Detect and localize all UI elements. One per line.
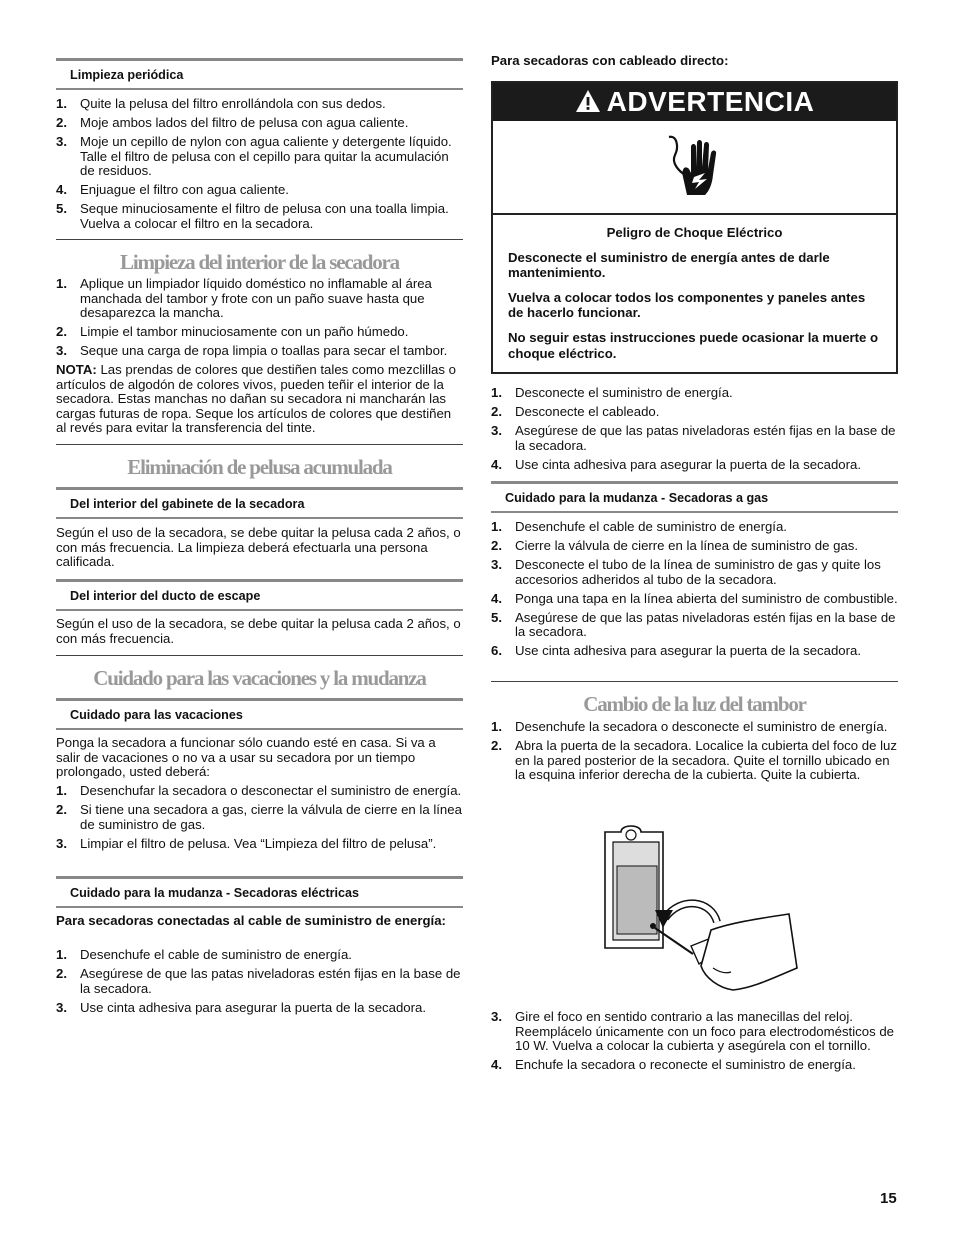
light-cover-illustration: [593, 818, 803, 998]
list-item-text: Asegúrese de que las patas niveladoras estén fijas en la base de la secadora.: [515, 422, 896, 453]
subheading-gabinete: Del interior del gabinete de la secadora: [56, 487, 463, 519]
list-item-number: 4.: [491, 456, 502, 472]
list-item: [56, 1001, 463, 1016]
list-item-text: Moje ambos lados del filtro de pelusa con agua caliente.: [80, 114, 409, 130]
list-luz-b: [491, 1010, 898, 1073]
list-item: [56, 135, 463, 179]
cable-title: Para secadoras conectadas al cable de suministro de energía:: [56, 913, 446, 928]
list-item-number: 2.: [491, 737, 502, 753]
list-item-text: Quite la pelusa del filtro enrollándola con sus dedos.: [80, 96, 386, 111]
list-item-text: Gire el foco en sentido contrario a las manecillas del reloj. Reemplácelo únicamente con un foco para electrodomésticos de 10 W. Vuelva a colocar la cubierta y asegúrela con el tornillo.: [515, 1009, 894, 1054]
list-luz-a: [491, 720, 898, 783]
paragraph-ducto: Según el uso de la secadora, se debe quitar la pelusa cada 2 años, o con más frecuencia.: [56, 616, 461, 646]
list-item-number: 5.: [56, 201, 67, 217]
list-item: [56, 202, 463, 231]
list-item-number: 6.: [491, 643, 502, 659]
list-item-number: 3.: [491, 422, 502, 438]
electric-shock-hand-icon: [665, 133, 725, 199]
list-item: [56, 948, 463, 963]
paragraph-gabinete: Según el uso de la secadora, se debe quitar la pelusa cada 2 años, o con más frecuencia. La limpieza deberá efectuarla una persona calificada.: [56, 525, 461, 570]
list-item-number: 2.: [491, 403, 502, 419]
list-item-text: Desenchufe el cable de suministro de energía.: [515, 519, 787, 534]
list-item: [491, 1058, 898, 1073]
list-item-text: Abra la puerta de la secadora. Localice la cubierta del foco de luz en la pared posterior de la secadora. Quite el tornillo ubicado en la esquina inferior derecha de la cubierta. Quite la cubierta.: [515, 737, 897, 783]
list-item-number: 3.: [491, 556, 502, 572]
subheading-mudanza-electricas: Cuidado para la mudanza - Secadoras eléctricas: [56, 876, 463, 908]
warning-box: [491, 81, 898, 374]
list-item: [491, 720, 898, 735]
list-item: [491, 1010, 898, 1054]
list-item: [491, 386, 898, 401]
warning-p1: Desconecte el suministro de energía antes de darle mantenimiento.: [508, 249, 830, 281]
list-item-number: 3.: [56, 999, 67, 1015]
list-item-text: Moje un cepillo de nylon con agua caliente y detergente líquido. Talle el filtro de pelusa con el cepillo para quitar la acumulación de residuos.: [80, 133, 452, 179]
warning-body: [493, 215, 896, 361]
list-item-number: 2.: [491, 537, 502, 553]
list-item-number: 4.: [56, 182, 67, 198]
list-item-text: Enchufe la secadora o reconecte el suministro de energía.: [515, 1057, 856, 1073]
warning-p2: Vuelva a colocar todos los componentes y paneles antes de hacerlo funcionar.: [508, 289, 866, 321]
list-item: [56, 183, 463, 198]
list-item-text: Limpiar el filtro de pelusa. Vea “Limpieza del filtro de pelusa”.: [80, 835, 437, 851]
list-directo: [491, 386, 898, 472]
list-item-text: Cierre la válvula de cierre en la línea de suministro de gas.: [515, 537, 859, 553]
list-item-number: 2.: [56, 114, 67, 130]
list-item: [56, 325, 463, 340]
warning-p3: No seguir estas instrucciones puede ocasionar la muerte o choque eléctrico.: [508, 329, 879, 361]
warning-icon-box: [493, 121, 896, 215]
section-title-eliminacion: Eliminación de pelusa acumulada: [56, 444, 463, 479]
list-item-number: 3.: [56, 835, 67, 851]
warning-heading: ADVERTENCIA: [606, 86, 815, 117]
note-label: NOTA:: [56, 362, 97, 377]
list-item-text: Desconecte el cableado.: [515, 403, 660, 419]
list-item: [56, 967, 463, 996]
list-item: [491, 739, 898, 783]
list-item-text: Desenchufe la secadora o desconecte el suministro de energía.: [515, 719, 888, 734]
list-item: [56, 784, 463, 799]
list-item-number: 5.: [491, 609, 502, 625]
page-number: 15: [880, 1190, 897, 1207]
list-item-text: Aplique un limpiador líquido doméstico no inflamable al área manchada del tambor y frote con un paño suave hasta que desaparezca la mancha.: [80, 276, 432, 321]
note-paragraph: [56, 363, 463, 436]
list-item-number: 2.: [56, 965, 67, 981]
list-item-number: 4.: [491, 590, 502, 606]
list-item-number: 3.: [56, 343, 67, 359]
subheading-vacaciones: Cuidado para las vacaciones: [56, 698, 463, 730]
section-title-vacaciones: Cuidado para las vacaciones y la mudanza: [56, 655, 463, 690]
list-item-text: Desconecte el suministro de energía.: [515, 385, 733, 400]
list-item-text: Ponga una tapa en la línea abierta del suministro de combustible.: [515, 590, 898, 606]
warning-header: [493, 83, 896, 121]
list-item-number: 1.: [56, 276, 67, 291]
list-item-text: Desenchufar la secadora o desconectar el suministro de energía.: [80, 783, 462, 798]
subheading-limpieza-periodica: Limpieza periódica: [56, 58, 463, 90]
subheading-ducto: Del interior del ducto de escape: [56, 579, 463, 611]
list-item: [491, 520, 898, 535]
list-item-text: Desenchufe el cable de suministro de energía.: [80, 947, 352, 962]
subheading-gas: Cuidado para la mudanza - Secadoras a gas: [491, 481, 898, 513]
list-item-number: 4.: [491, 1057, 502, 1073]
list-item-text: Seque una carga de ropa limpia o toallas para secar el tambor.: [80, 343, 448, 359]
list-item: [491, 539, 898, 554]
list-item: [56, 277, 463, 321]
list-item: [56, 837, 463, 852]
list-item: [491, 611, 898, 640]
list-limpieza-periodica: [56, 97, 463, 231]
list-item-text: Use cinta adhesiva para asegurar la puerta de la secadora.: [80, 999, 427, 1015]
list-item: [491, 424, 898, 453]
list-mudanza-electricas: [56, 948, 463, 1015]
list-item: [491, 458, 898, 473]
warning-triangle-icon: [575, 89, 601, 113]
list-item-text: Use cinta adhesiva para asegurar la puerta de la secadora.: [515, 456, 862, 472]
warning-hazard: Peligro de Choque Eléctrico: [606, 225, 783, 240]
list-item: [491, 558, 898, 587]
list-vacaciones: [56, 784, 463, 851]
paragraph-vacaciones-intro: Ponga la secadora a funcionar sólo cuando esté en casa. Si va a salir de vacaciones o no va a usar su secadora por un tiempo prolongado, usted deberá:: [56, 735, 436, 780]
list-item: [491, 592, 898, 607]
directo-title: Para secadoras con cableado directo:: [491, 53, 729, 68]
list-item-number: 1.: [491, 519, 502, 534]
list-item: [56, 344, 463, 359]
list-item-number: 1.: [56, 947, 67, 962]
list-item-number: 1.: [56, 783, 67, 798]
list-item-number: 1.: [56, 96, 67, 111]
note-text: Las prendas de colores que destiñen tales como mezclillas o artículos de algodón de colores vivos, pueden teñir el interior de la secadora. Estas manchas no dañan su secadora ni mancharán las cargas futuras de ropa. Seque los artículos de colores que destiñen al revés para evitar la transferencia del tinte.: [56, 362, 456, 436]
list-item-number: 2.: [56, 801, 67, 817]
list-item-text: Limpie el tambor minuciosamente con un paño húmedo.: [80, 324, 409, 340]
list-item: [56, 803, 463, 832]
list-item-text: Enjuague el filtro con agua caliente.: [80, 182, 289, 198]
section-title-limpieza-interior: Limpieza del interior de la secadora: [56, 239, 463, 274]
section-title-luz: Cambio de la luz del tambor: [491, 681, 898, 716]
list-item: [56, 116, 463, 131]
list-item-text: Seque minuciosamente el filtro de pelusa con una toalla limpia. Vuelva a colocar el filtro en la secadora.: [80, 201, 449, 231]
list-limpieza-interior: [56, 277, 463, 359]
list-item: [491, 405, 898, 420]
list-gas: [491, 520, 898, 659]
list-item-text: Desconecte el tubo de la línea de suministro de gas y quite los accesorios adheridos al tubo de la secadora.: [515, 556, 881, 587]
list-item-number: 2.: [56, 324, 67, 340]
list-item: [56, 97, 463, 112]
list-item-text: Si tiene una secadora a gas, cierre la válvula de cierre en la línea de suministro de gas.: [80, 801, 462, 832]
list-item-number: 1.: [491, 385, 502, 400]
list-item-number: 3.: [491, 1009, 502, 1024]
list-item: [491, 644, 898, 659]
list-item-number: 1.: [491, 719, 502, 734]
list-item-text: Asegúrese de que las patas niveladoras estén fijas en la base de la secadora.: [515, 609, 896, 640]
list-item-number: 3.: [56, 133, 67, 149]
list-item-text: Asegúrese de que las patas niveladoras estén fijas en la base de la secadora.: [80, 965, 461, 996]
list-item-text: Use cinta adhesiva para asegurar la puerta de la secadora.: [515, 643, 862, 659]
